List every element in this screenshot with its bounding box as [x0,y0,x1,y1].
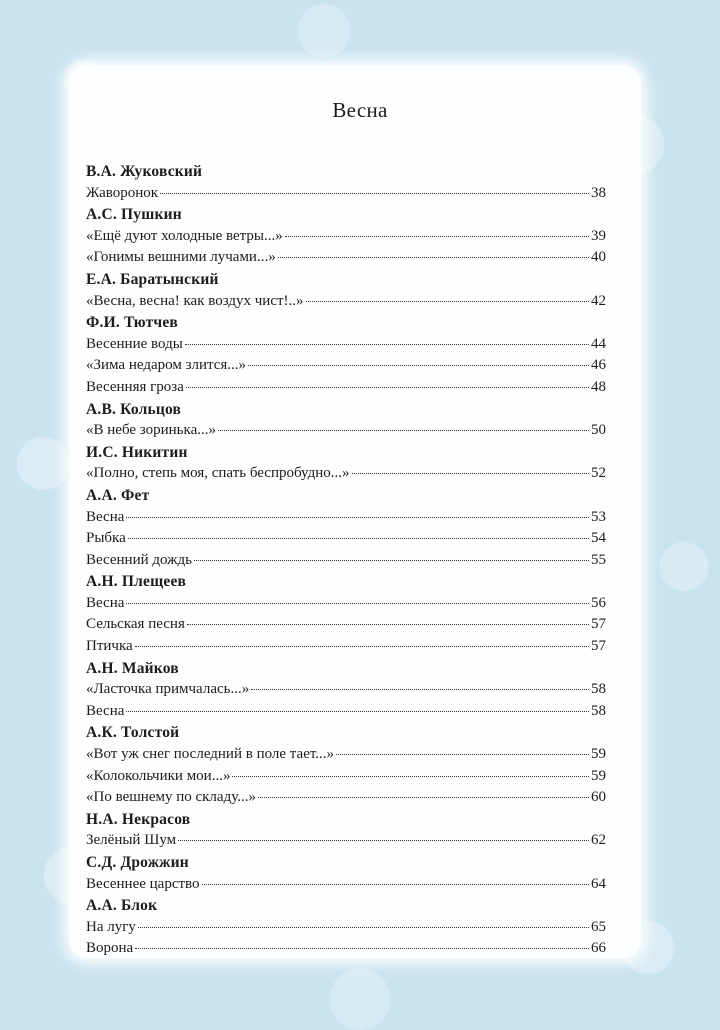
dot-leader [218,430,589,431]
dot-leader [135,948,589,949]
toc-entry [86,550,606,572]
poem-title: «Гонимы вешними лучами...» [86,249,276,266]
poem-title: Птичка [86,638,133,655]
page-number: 44 [591,335,606,352]
toc-entry [86,463,606,485]
page-number: 59 [591,746,606,763]
dot-leader [248,365,589,366]
poem-title: Весна [86,508,125,525]
page-number: 62 [591,832,606,849]
poem-title: Сельская песня [86,616,185,633]
poem-title: «Зима недаром злится...» [86,357,247,374]
dot-leader [138,927,589,928]
toc-entry [86,226,606,248]
poem-title: Зелёный Шум [86,832,177,849]
page-number: 56 [591,594,606,611]
section-title: Весна [332,98,388,122]
dot-leader [126,603,589,604]
poem-title: Весна [86,594,125,611]
table-of-contents [86,161,606,960]
page-number: 46 [591,357,606,374]
poem-title: «В небе зоринька...» [86,422,216,439]
poem-title: «Вот уж снег последний в поле тает...» [86,746,335,763]
dot-leader [251,689,589,690]
dot-leader [285,236,589,237]
page-number: 57 [591,638,606,655]
page-number: 38 [591,184,606,201]
poem-title: «Ещё дуют холодные ветры...» [86,227,283,244]
toc-entry [86,917,606,939]
toc-entry [86,679,606,701]
toc-entry [86,744,606,766]
author-name: И.С. Никитин [86,443,188,461]
toc-entry [86,636,606,658]
dot-leader [306,301,589,302]
toc-entry [86,507,606,529]
author-name: А.Н. Плещеев [86,573,187,591]
toc-entry [86,614,606,636]
poem-title: Весенняя гроза [86,378,184,395]
author-name: А.В. Кольцов [86,400,182,418]
page-number: 53 [591,508,606,525]
author-name: В.А. Жуковский [86,163,203,180]
page-number: 48 [591,378,606,395]
dot-leader [186,387,589,388]
dot-leader [352,473,589,474]
dot-leader [258,797,589,798]
toc-entry [86,874,606,896]
dot-leader [232,776,589,777]
toc-entry [86,830,606,852]
dot-leader [160,193,589,194]
page-number: 60 [591,789,606,806]
poem-title: На лугу [86,918,136,935]
dot-leader [202,884,589,885]
page-number: 65 [591,918,606,935]
poem-title: «По вешнему по складу...» [86,789,256,806]
author-name: А.А. Блок [86,897,158,915]
page-number: 42 [591,292,606,309]
toc-entry [86,291,606,313]
dot-leader [336,754,589,755]
dot-leader [187,624,589,625]
dot-leader [178,840,589,841]
dot-leader [128,538,589,539]
author-name: С.Д. Дрожжин [86,854,189,871]
poem-title: Ворона [86,940,134,957]
poem-title: Жаворонок [86,184,159,201]
dot-leader [194,560,589,561]
toc-entry [86,701,606,723]
page-number: 58 [591,702,606,719]
poem-title: «Полно, степь моя, спать беспробудно...» [86,465,350,482]
dot-leader [135,646,589,647]
poem-title: «Весна, весна! как воздух чист!..» [86,292,304,309]
toc-entry [86,766,606,788]
page-number: 58 [591,681,606,698]
poem-title: «Ласточка примчалась...» [86,681,250,698]
toc-entry [86,247,606,269]
author-name: Н.А. Некрасов [86,810,191,828]
poem-title: Весеннее царство [86,875,200,892]
toc-entry [86,593,606,615]
author-name: А.Н. Майков [86,659,179,677]
page-number: 64 [591,875,606,892]
toc-entry [86,528,606,550]
poem-title: Рыбка [86,530,126,547]
author-name: А.К. Толстой [86,724,180,742]
toc-entry [86,377,606,399]
page-number: 50 [591,422,606,439]
page-number: 52 [591,465,606,482]
page-number: 66 [591,940,606,957]
page-number: 59 [591,767,606,784]
toc-entry [86,938,606,960]
dot-leader [278,257,589,258]
toc-entry [86,355,606,377]
poem-title: «Колокольчики мои...» [86,767,231,784]
poem-title: Весенний дождь [86,551,192,568]
page-number: 40 [591,249,606,266]
page-number: 57 [591,616,606,633]
page-number: 39 [591,227,606,244]
toc-entry [86,420,606,442]
toc-entry [86,334,606,356]
author-name: Е.А. Баратынский [86,270,219,288]
poem-title: Весенние воды [86,335,183,352]
author-name: А.С. Пушкин [86,206,182,224]
dot-leader [126,517,589,518]
dot-leader [126,711,589,712]
toc-entry [86,787,606,809]
poem-title: Весна [86,702,125,719]
toc-entry [86,183,606,205]
page-number: 55 [591,551,606,568]
author-name: А.А. Фет [86,486,150,504]
dot-leader [185,344,589,345]
page-number: 54 [591,530,606,547]
author-name: Ф.И. Тютчев [86,314,179,332]
